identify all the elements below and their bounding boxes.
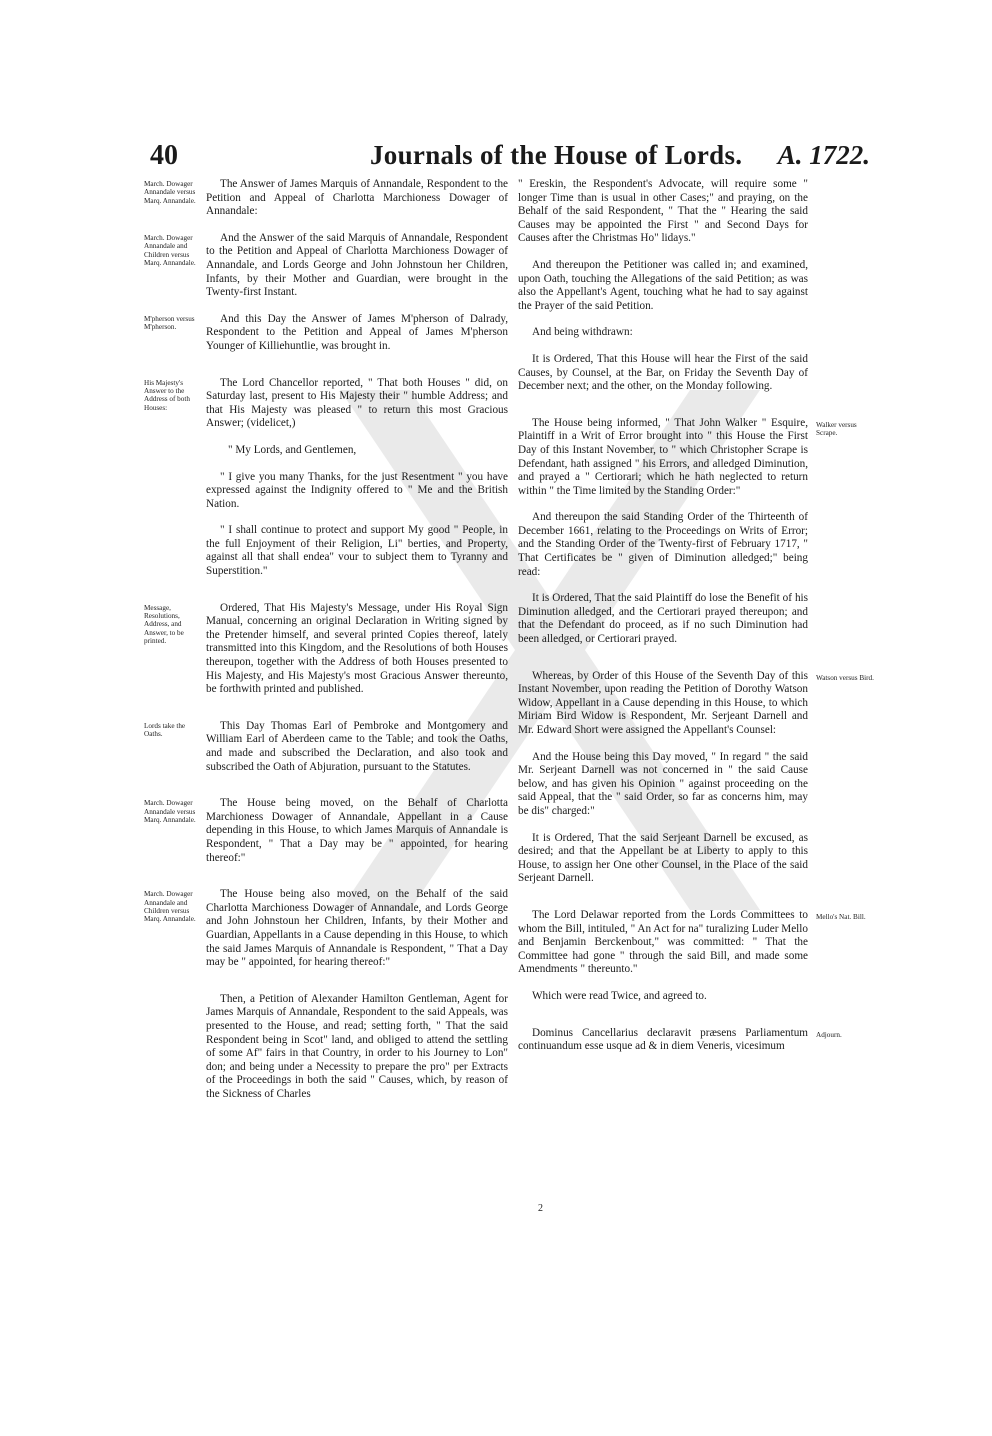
entry-withdrawn: [518, 326, 870, 340]
entry-text: Then, a Petition of Alexander Hamilton Gentleman, Agent for James Marquis of Annandale, Respondent to the said Appeals, was presented to the House, and read; setting forth, " That the said Respondent being in Scot" land, and obliged to attend the settling of some Af" fairs in that Country, in order to his Journey to Lon" don; and being under a Necessity to prepare the pro" per Extracts of the Proceedings in both the said " Causes, which, by reason of the Sickness of Charles: [206, 992, 508, 1100]
margin-note: Mello's Nat. Bill.: [816, 912, 866, 921]
entry-speech-1: [148, 471, 508, 512]
entry-text: The House being moved, on the Behalf of Charlotta Marchioness Dowager of Annandale, Appellant in a Cause depending in this House, to which James Marquis of Annandale is Respondent, " That a Day may be " appointed, for hearing thereof:": [206, 797, 508, 864]
entry-text: And this Day the Answer of James M'pherson of Dalrady, Respondent to the Petition and Appeal of James M'pherson Younger of Killiehuntlie, was brought in.: [206, 312, 508, 352]
entry-speech-2: [148, 524, 508, 578]
entry-ordered-hearing: [518, 353, 870, 394]
entry-lords-oaths: [144, 719, 508, 774]
margin-note: Message, Resolutions, Address, and Answer, to be printed.: [144, 603, 184, 646]
margin-note: Watson versus Bird.: [816, 673, 874, 682]
entry-house-moved: [144, 797, 508, 865]
entry-annandale-answer-2: [144, 231, 508, 300]
entry-text: And the House being this Day moved, " In regard " the said Mr. Serjeant Darnell was not concerned in " the said Cause below, and has given his Opinion " against proceeding on the said Appeal, that the " said Order, so far as concerns him, may be dis" charged:": [518, 750, 808, 817]
entry-majesty-answer: [144, 376, 508, 431]
entry-text: And thereupon the Petitioner was called in; and examined, upon Oath, touching the Allegations of the said Petition; as was also the Appellant's Agent, touching what he had to say against the Prayer of the said Petition.: [518, 258, 808, 312]
entry-hamilton-petition: [148, 993, 508, 1102]
entry-text: It is Ordered, That the said Serjeant Darnell be excused, as desired; and that the Appellant be at Liberty to apply to this House, to assign her One other Counsel, in the Place of the said Serjeant Darnell.: [518, 831, 808, 885]
entry-ordered-diminution: [518, 592, 870, 646]
entry-text: Which were read Twice, and agreed to.: [532, 989, 707, 1002]
entry-annandale-answer: [144, 178, 508, 219]
entry-house-moved-darnell: [518, 751, 870, 819]
margin-note: March. Dowager Annandale and Children versus Marq. Annandale.: [144, 890, 196, 924]
entry-mello-bill: [518, 909, 870, 977]
entry-text: The Lord Chancellor reported, " That both Houses " did, on Saturday last, present to His Majesty their " humble Address; and that His Majesty was pleased " to return this most Gracious Answer; (videlicet,): [206, 376, 508, 430]
entry-salutation: [148, 444, 508, 458]
margin-note: March. Dowager Annandale versus Marq. Annandale.: [144, 799, 196, 824]
entry-adjourn: [518, 1027, 870, 1054]
entry-text: It is Ordered, That the said Plaintiff do lose the Benefit of his Diminution alledged, and the Certiorari prayed thereupon; and that the Defendant do proceed, as if no such Diminution had been alledged, or Certiorari prayed.: [518, 592, 808, 646]
signature-mark: 2: [538, 1203, 543, 1214]
right-column: [518, 178, 874, 1067]
left-column: [144, 178, 508, 1114]
entry-text: " Ereskin, the Respondent's Advocate, will require some " longer Time than is usual in other Cases;" and praying, on the Behalf of the said Respondent, " That the " Hearing the said Causes may be appointed the First " and Second Days for Causes after the Christmas Ho" lidays.": [518, 178, 808, 245]
entry-message-printed: [144, 601, 508, 697]
entry-standing-order: [518, 511, 870, 579]
margin-note: Lords take the Oaths.: [144, 721, 186, 739]
entry-text: " I shall continue to protect and support My good " People, in the full Enjoyment of their Religion, Li" berties, and Property, against all that shall endea" vour to subject them to Tyranny and Superstition.": [206, 524, 508, 578]
entry-text: And thereupon the said Standing Order of the Thirteenth of December 1661, relating to the Proceedings on Writs of Error; and the Standing Order of the Twenty-first of February 1717, " That Certificates be " given of Diminution alledged;" being read:: [518, 511, 808, 578]
entry-ordered-darnell: [518, 832, 870, 886]
entry-text: The House being also moved, on the Behalf of the said Charlotta Marchioness Dowager of Annandale, and Lords George and John Johnstoun her Children, Infants, by their Mother and Guardian, Appellants in a Cause depending in this House, to which the said James Marquis of Annandale is Respondent, " That a Day may be " appointed, for hearing thereof:": [206, 888, 508, 969]
entry-text: This Day Thomas Earl of Pembroke and Montgomery and William Earl of Aberdeen came to the Table; and took the Oaths, and made and subscribed the Declaration, and also took and subscribed the Oath of Abjuration, pursuant to the Statutes.: [206, 719, 508, 773]
entry-text: The House being informed, " That John Walker " Esquire, Plaintiff in a Writ of Error brought into " this House the First Day of this Instant November, to " which Christopher Scrape is Defendant, hath assigned " his Errors, and alledged Diminution, and prayed a " Certiorari; which he hath neglected to return within " the Time limited by the Standing Order:": [518, 416, 808, 497]
entry-text: Whereas, by Order of this House of the Seventh Day of this Instant November, upon reading the Petition of Dorothy Watson Widow, Appellant in a Cause depending in this House, to which Miriam Bird Widow is Respondent, Mr. Serjeant Darnell and Mr. Edward Short were assigned the Appellant's Counsel:: [518, 669, 808, 736]
margin-note: M'pherson versus M'pherson.: [144, 314, 195, 332]
margin-note: His Majesty's Answer to the Address of both Houses:: [144, 378, 190, 412]
entry-text: The Lord Delawar reported from the Lords Committees to whom the Bill, intituled, " An Act for na" turalizing Luder Mello and Benjamin Berckenbout," was committed: " That the Committee had gone " through the said Bill, and made some Amendments " thereunto.": [518, 908, 808, 976]
entry-text: " I give you many Thanks, for the just Resentment " you have expressed against the Indignity offered to " Me and the British Nation.: [206, 470, 508, 510]
entry-text: " My Lords, and Gentlemen,: [228, 443, 357, 456]
entry-text: Ordered, That His Majesty's Message, under His Royal Sign Manual, concerning an original Declaration in Writing signed by the Pretender himself, and several printed Copies thereof, lately transmitted into this Kingdom, and the Resolutions of both Houses thereupon, together with the Address of both Houses presented to His Majesty, and His Majesty's most Gracious Answer thereunto, be forthwith printed and published.: [206, 601, 508, 696]
entry-text: The Answer of James Marquis of Annandale, Respondent to the Petition and Appeal of Charlotta Marchioness Dowager of Annandale:: [206, 178, 508, 218]
margin-note: March. Dowager Annandale and Children versus Marq. Annandale.: [144, 233, 196, 267]
entry-read-twice: [518, 990, 870, 1004]
entry-text: And the Answer of the said Marquis of Annandale, Respondent to the Petition and Appeal of Charlotta Marchioness Dowager of Annandale, and Lords George and John Johnstoun her Children, Infants, by their Mother and Guardian, were brought in the Twenty-first Instant.: [206, 231, 508, 299]
entry-mpherson: [144, 312, 508, 354]
page-number: 40: [150, 140, 178, 171]
entry-petitioner-called: [518, 259, 870, 313]
entry-text: And being withdrawn:: [532, 326, 633, 339]
entry-watson-bird: [518, 669, 874, 738]
page-year: A. 1722.: [777, 140, 870, 170]
margin-note: Adjourn.: [816, 1030, 842, 1039]
margin-note: March. Dowager Annandale versus Marq. Annandale.: [144, 180, 196, 205]
entry-text: It is Ordered, That this House will hear the First of the said Causes, by Counsel, at the Bar, on Friday the Seventh Day of December next; and the other, on the Monday following.: [518, 352, 808, 393]
page-header: [150, 140, 870, 176]
entry-house-also-moved: [144, 888, 508, 970]
entry-walker-scrape: [518, 417, 870, 499]
entry-text: Dominus Cancellarius declaravit præsens Parliamentum continuandum esse usque ad & in diem Veneris, vicesimum: [518, 1026, 808, 1053]
page-title: Journals of the House of Lords.: [370, 140, 743, 170]
margin-note: Walker versus Scrape.: [816, 420, 857, 438]
entry-ereskin: [518, 178, 870, 246]
